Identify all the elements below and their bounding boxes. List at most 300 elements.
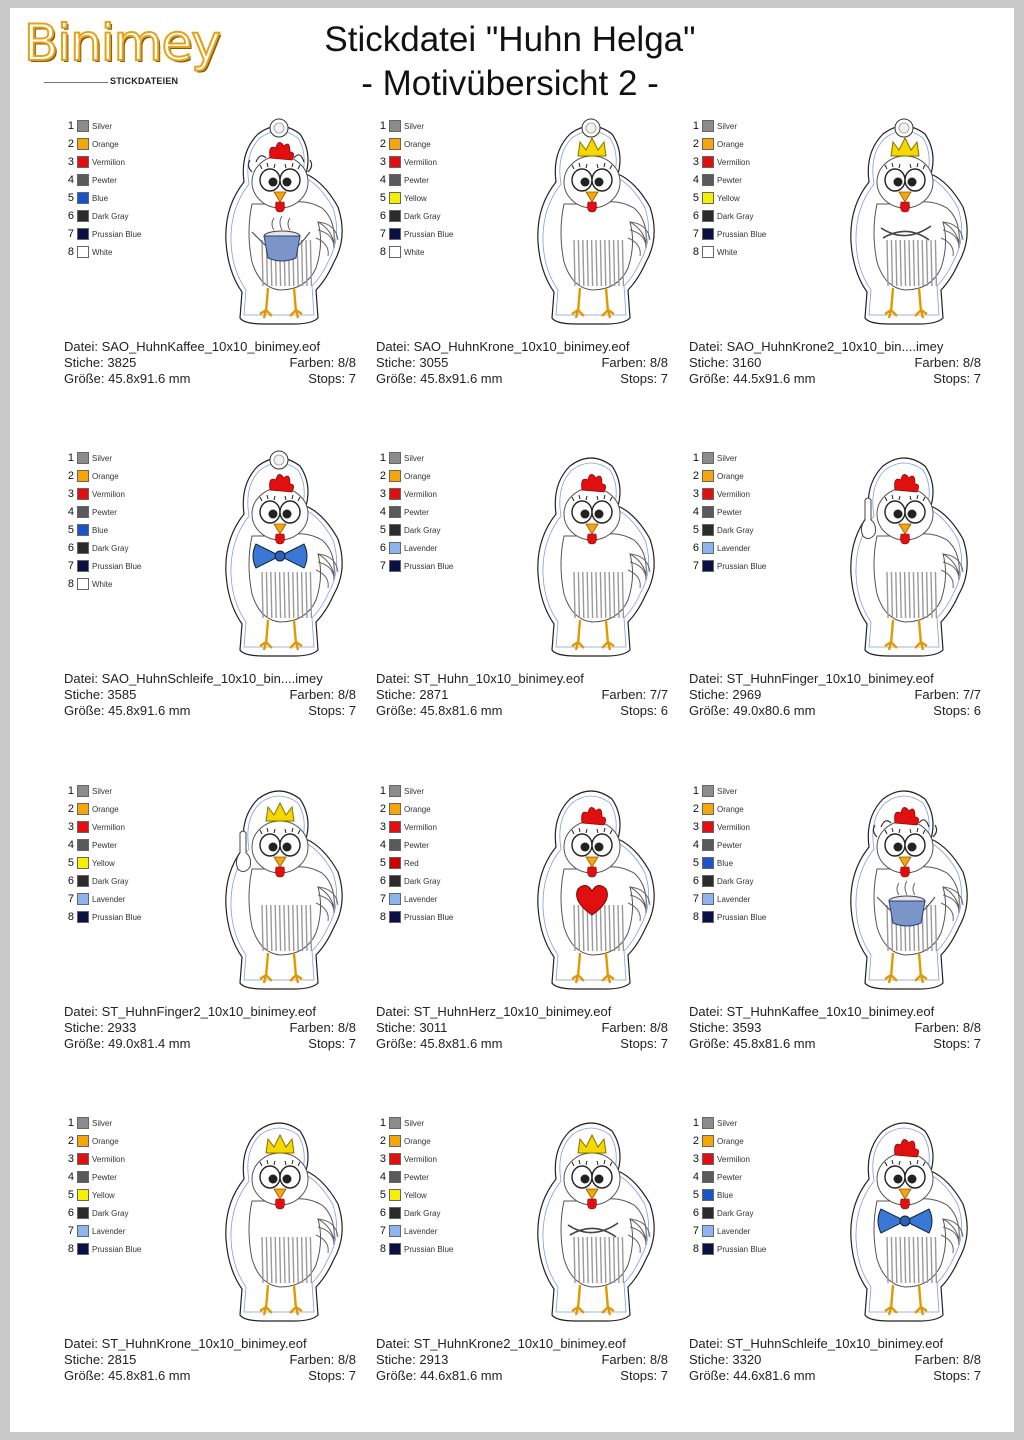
belly-stitch bbox=[262, 572, 263, 618]
belly-stitch bbox=[302, 905, 303, 951]
color-swatch bbox=[77, 246, 89, 258]
color-name: Yellow bbox=[404, 1191, 427, 1200]
color-name: Dark Gray bbox=[92, 544, 129, 553]
belly-stitch bbox=[592, 1237, 593, 1283]
motif-card bbox=[64, 783, 364, 1083]
file-name: ST_HuhnKrone_10x10_binimey.eof bbox=[101, 1336, 307, 1351]
belly-stitch bbox=[891, 572, 892, 618]
stitches-label: Stiche: bbox=[689, 1352, 729, 1367]
colors-label: Farben: bbox=[914, 1020, 960, 1035]
color-name: Blue bbox=[92, 526, 109, 535]
color-swatch bbox=[77, 452, 89, 464]
color-name: Lavender bbox=[404, 895, 438, 904]
file-label: Datei: bbox=[376, 671, 410, 686]
belly-stitch bbox=[266, 572, 267, 618]
legend-number: 8 bbox=[67, 578, 74, 590]
stops-count: 7 bbox=[973, 371, 981, 386]
legend-row bbox=[376, 1115, 496, 1133]
legend-row bbox=[64, 1205, 184, 1223]
pupil-left bbox=[269, 843, 278, 852]
legend-row bbox=[64, 1115, 184, 1133]
color-name: Dark Gray bbox=[92, 877, 129, 886]
pupil-right bbox=[283, 843, 292, 852]
color-name: Pewter bbox=[717, 176, 742, 185]
belly-stitch bbox=[900, 572, 901, 618]
legend-number: 8 bbox=[379, 1243, 386, 1255]
motif-card bbox=[689, 1115, 989, 1415]
legend-number: 2 bbox=[379, 1135, 386, 1147]
belly-stitch bbox=[614, 572, 615, 618]
legend-number: 1 bbox=[379, 1117, 386, 1129]
stitch-count: 2933 bbox=[107, 1020, 137, 1035]
motif-card bbox=[689, 450, 989, 750]
legend-row bbox=[376, 136, 496, 154]
color-swatch bbox=[702, 839, 714, 851]
color-swatch bbox=[77, 506, 89, 518]
file-info bbox=[64, 671, 356, 718]
color-name: Vermilion bbox=[404, 823, 437, 832]
color-swatch bbox=[77, 1153, 89, 1165]
color-count: 8/8 bbox=[337, 1352, 356, 1367]
file-label: Datei: bbox=[64, 1336, 98, 1351]
color-swatch bbox=[77, 857, 89, 869]
legend-number: 2 bbox=[67, 470, 74, 482]
size-label: Größe: bbox=[689, 1368, 730, 1383]
legend-number: 6 bbox=[379, 210, 386, 222]
color-swatch bbox=[77, 120, 89, 132]
belly-stitch bbox=[918, 240, 919, 286]
size-value: 45.8x91.6 mm bbox=[108, 371, 191, 386]
pupil-left bbox=[269, 178, 278, 187]
belly-stitch bbox=[609, 905, 610, 951]
legend-row bbox=[689, 1223, 809, 1241]
legend-number: 1 bbox=[692, 120, 699, 132]
legend-row bbox=[689, 522, 809, 540]
wattle bbox=[901, 867, 910, 877]
belly-stitch bbox=[302, 1237, 303, 1283]
color-name: Orange bbox=[717, 472, 744, 481]
color-name: Silver bbox=[717, 787, 738, 796]
pupil-right bbox=[908, 843, 917, 852]
legend-row bbox=[376, 226, 496, 244]
file-info bbox=[376, 339, 668, 386]
belly-stitch bbox=[887, 1237, 888, 1283]
cup bbox=[889, 901, 925, 926]
legend-row bbox=[689, 801, 809, 819]
legend-number: 7 bbox=[692, 228, 699, 240]
file-info bbox=[689, 1336, 981, 1383]
belly-stitch bbox=[592, 572, 593, 618]
color-name: Prussian Blue bbox=[717, 562, 767, 571]
belly-stitch bbox=[284, 1237, 285, 1283]
color-name: Silver bbox=[92, 122, 113, 131]
legend-row bbox=[689, 118, 809, 136]
legend-row bbox=[376, 783, 496, 801]
legend-number: 7 bbox=[379, 228, 386, 240]
color-count: 8/8 bbox=[649, 1020, 668, 1035]
color-swatch bbox=[702, 1225, 714, 1237]
color-count: 8/8 bbox=[337, 1020, 356, 1035]
legend-number: 6 bbox=[67, 542, 74, 554]
color-name: Pewter bbox=[717, 841, 742, 850]
belly-stitch bbox=[297, 905, 298, 951]
legend-row bbox=[689, 1241, 809, 1259]
file-name: ST_HuhnFinger2_10x10_binimey.eof bbox=[101, 1004, 316, 1019]
color-swatch bbox=[389, 156, 401, 168]
legend-number: 8 bbox=[692, 246, 699, 258]
legend-row bbox=[376, 1205, 496, 1223]
belly-stitch bbox=[927, 1237, 928, 1283]
belly-stitch bbox=[600, 905, 601, 951]
stops-count: 7 bbox=[660, 1368, 668, 1383]
legend-number: 6 bbox=[692, 210, 699, 222]
legend-number: 5 bbox=[379, 1189, 386, 1201]
belly-stitch bbox=[622, 1237, 623, 1283]
color-swatch bbox=[389, 488, 401, 500]
color-name: Dark Gray bbox=[717, 877, 754, 886]
pupil-left bbox=[581, 843, 590, 852]
color-name: Orange bbox=[717, 805, 744, 814]
color-swatch bbox=[389, 120, 401, 132]
belly-stitch bbox=[618, 572, 619, 618]
size-label: Größe: bbox=[689, 703, 730, 718]
legend-row bbox=[64, 172, 184, 190]
color-name: Vermilion bbox=[92, 158, 125, 167]
legend-row bbox=[689, 226, 809, 244]
legend-number: 2 bbox=[692, 803, 699, 815]
color-name: Yellow bbox=[717, 194, 740, 203]
belly-stitch bbox=[918, 572, 919, 618]
color-name: Dark Gray bbox=[404, 212, 441, 221]
wattle bbox=[276, 1199, 285, 1209]
legend-number: 5 bbox=[67, 857, 74, 869]
file-info bbox=[376, 1336, 668, 1383]
legend-number: 6 bbox=[67, 1207, 74, 1219]
color-name: Pewter bbox=[404, 1173, 429, 1182]
size-value: 44.6x81.6 mm bbox=[420, 1368, 503, 1383]
legend-row bbox=[689, 909, 809, 927]
wattle bbox=[901, 202, 910, 212]
legend-number: 8 bbox=[67, 1243, 74, 1255]
stops-count: 7 bbox=[348, 703, 356, 718]
size-value: 44.5x91.6 mm bbox=[733, 371, 816, 386]
color-name: Pewter bbox=[92, 841, 117, 850]
file-name: ST_HuhnHerz_10x10_binimey.eof bbox=[413, 1004, 612, 1019]
belly-stitch bbox=[896, 572, 897, 618]
legend-row bbox=[376, 837, 496, 855]
legend-row bbox=[64, 154, 184, 172]
pupil-right bbox=[283, 1175, 292, 1184]
legend-row bbox=[689, 190, 809, 208]
logo-subtitle: STICKDATEIEN bbox=[110, 76, 179, 86]
legend-number: 4 bbox=[67, 839, 74, 851]
legend-row bbox=[689, 837, 809, 855]
color-swatch bbox=[702, 542, 714, 554]
legend-row bbox=[64, 891, 184, 909]
legend-row bbox=[64, 1241, 184, 1259]
belly-stitch bbox=[262, 240, 263, 286]
belly-stitch bbox=[609, 240, 610, 286]
legend-row bbox=[376, 891, 496, 909]
motif-card bbox=[689, 118, 989, 418]
logo-divider bbox=[44, 82, 108, 83]
legend-number: 8 bbox=[692, 911, 699, 923]
color-legend bbox=[689, 450, 809, 576]
stitch-count: 3055 bbox=[419, 355, 449, 370]
color-swatch bbox=[389, 174, 401, 186]
legend-number: 2 bbox=[379, 803, 386, 815]
legend-number: 7 bbox=[67, 893, 74, 905]
pupil-right bbox=[908, 178, 917, 187]
color-name: Orange bbox=[717, 140, 744, 149]
stitches-label: Stiche: bbox=[376, 355, 416, 370]
legend-row bbox=[376, 118, 496, 136]
color-name: Dark Gray bbox=[717, 212, 754, 221]
belly-stitch bbox=[614, 240, 615, 286]
colors-label: Farben: bbox=[601, 1020, 647, 1035]
color-swatch bbox=[77, 156, 89, 168]
stitches-label: Stiche: bbox=[376, 1020, 416, 1035]
belly-stitch bbox=[927, 240, 928, 286]
belly-stitch bbox=[605, 240, 606, 286]
belly-stitch bbox=[596, 1237, 597, 1283]
legend-row bbox=[689, 819, 809, 837]
legend-number: 4 bbox=[692, 1171, 699, 1183]
belly-stitch bbox=[275, 1237, 276, 1283]
legend-row bbox=[689, 208, 809, 226]
file-label: Datei: bbox=[689, 339, 723, 354]
color-name: Prussian Blue bbox=[717, 1245, 767, 1254]
color-swatch bbox=[702, 1243, 714, 1255]
color-name: Pewter bbox=[404, 508, 429, 517]
file-name: SAO_HuhnKrone_10x10_binimey.eof bbox=[413, 339, 630, 354]
color-name: Orange bbox=[717, 1137, 744, 1146]
file-label: Datei: bbox=[64, 671, 98, 686]
color-swatch bbox=[702, 1117, 714, 1129]
stitch-count: 3320 bbox=[732, 1352, 762, 1367]
belly-stitch bbox=[578, 572, 579, 618]
stitch-count: 3160 bbox=[732, 355, 762, 370]
legend-number: 7 bbox=[692, 893, 699, 905]
pupil-left bbox=[894, 1175, 903, 1184]
belly-stitch bbox=[900, 240, 901, 286]
legend-row bbox=[64, 504, 184, 522]
color-legend bbox=[689, 1115, 809, 1259]
legend-number: 1 bbox=[692, 1117, 699, 1129]
legend-number: 2 bbox=[67, 1135, 74, 1147]
legend-row bbox=[64, 450, 184, 468]
legend-row bbox=[376, 801, 496, 819]
color-swatch bbox=[702, 452, 714, 464]
file-info bbox=[689, 671, 981, 718]
color-swatch bbox=[702, 893, 714, 905]
motif-card bbox=[376, 1115, 676, 1415]
chicken-motif bbox=[194, 112, 364, 332]
pupil-left bbox=[894, 843, 903, 852]
legend-number: 5 bbox=[67, 192, 74, 204]
chicken-motif bbox=[819, 444, 989, 664]
legend-row bbox=[64, 522, 184, 540]
belly-stitch bbox=[909, 240, 910, 286]
logo bbox=[24, 14, 220, 92]
legend-row bbox=[376, 1223, 496, 1241]
legend-number: 2 bbox=[67, 138, 74, 150]
color-legend bbox=[64, 450, 184, 594]
color-name: Lavender bbox=[92, 1227, 126, 1236]
belly-stitch bbox=[935, 240, 936, 286]
page-subtitle: - Motivübersicht 2 - bbox=[361, 64, 659, 103]
belly-stitch bbox=[909, 572, 910, 618]
legend-row bbox=[64, 468, 184, 486]
color-swatch bbox=[77, 174, 89, 186]
belly-stitch bbox=[280, 1237, 281, 1283]
belly-stitch bbox=[583, 240, 584, 286]
color-swatch bbox=[77, 192, 89, 204]
belly-stitch bbox=[900, 1237, 901, 1283]
legend-row bbox=[689, 1169, 809, 1187]
legend-number: 4 bbox=[379, 1171, 386, 1183]
color-name: Silver bbox=[404, 1119, 425, 1128]
legend-number: 3 bbox=[692, 1153, 699, 1165]
belly-stitch bbox=[935, 905, 936, 951]
belly-stitch bbox=[927, 905, 928, 951]
belly-stitch bbox=[302, 240, 303, 286]
color-name: Pewter bbox=[92, 508, 117, 517]
legend-number: 2 bbox=[379, 470, 386, 482]
legend-number: 5 bbox=[692, 192, 699, 204]
belly-stitch bbox=[280, 572, 281, 618]
legend-number: 6 bbox=[379, 542, 386, 554]
belly-stitch bbox=[310, 1237, 311, 1283]
colors-label: Farben: bbox=[289, 1020, 335, 1035]
color-count: 7/7 bbox=[962, 687, 981, 702]
file-name: SAO_HuhnKrone2_10x10_bin....imey bbox=[726, 339, 944, 354]
pupil-left bbox=[581, 178, 590, 187]
legend-row bbox=[376, 819, 496, 837]
belly-stitch bbox=[266, 905, 267, 951]
belly-stitch bbox=[905, 1237, 906, 1283]
belly-stitch bbox=[587, 1237, 588, 1283]
color-swatch bbox=[702, 911, 714, 923]
chicken-motif bbox=[194, 1109, 364, 1329]
legend-number: 1 bbox=[67, 1117, 74, 1129]
color-swatch bbox=[702, 875, 714, 887]
stops-count: 7 bbox=[660, 371, 668, 386]
stops-label: Stops: bbox=[620, 1036, 658, 1051]
color-count: 8/8 bbox=[337, 355, 356, 370]
page-title: Stickdatei "Huhn Helga" bbox=[324, 20, 696, 59]
color-name: Silver bbox=[717, 122, 738, 131]
belly-stitch bbox=[310, 905, 311, 951]
legend-number: 1 bbox=[379, 785, 386, 797]
file-info bbox=[376, 1004, 668, 1051]
color-swatch bbox=[389, 839, 401, 851]
color-swatch bbox=[702, 174, 714, 186]
color-name: Lavender bbox=[92, 895, 126, 904]
color-swatch bbox=[702, 1189, 714, 1201]
color-swatch bbox=[389, 228, 401, 240]
color-swatch bbox=[389, 210, 401, 222]
motif-card bbox=[689, 783, 989, 1083]
legend-number: 3 bbox=[67, 821, 74, 833]
color-swatch bbox=[389, 542, 401, 554]
color-name: Vermilion bbox=[92, 823, 125, 832]
legend-row bbox=[376, 244, 496, 262]
color-name: White bbox=[92, 248, 113, 257]
stops-label: Stops: bbox=[620, 371, 658, 386]
stitch-count: 2815 bbox=[107, 1352, 137, 1367]
legend-number: 1 bbox=[379, 452, 386, 464]
legend-row bbox=[64, 540, 184, 558]
stitch-count: 2913 bbox=[419, 1352, 449, 1367]
pupil-right bbox=[908, 510, 917, 519]
belly-stitch bbox=[618, 905, 619, 951]
legend-row bbox=[376, 190, 496, 208]
legend-number: 8 bbox=[692, 1243, 699, 1255]
stitches-label: Stiche: bbox=[376, 687, 416, 702]
legend-number: 7 bbox=[692, 1225, 699, 1237]
legend-number: 6 bbox=[379, 1207, 386, 1219]
legend-number: 8 bbox=[379, 911, 386, 923]
belly-stitch bbox=[275, 905, 276, 951]
belly-stitch bbox=[931, 240, 932, 286]
belly-stitch bbox=[596, 240, 597, 286]
color-name: Vermilion bbox=[404, 158, 437, 167]
color-swatch bbox=[389, 506, 401, 518]
stitch-count: 3593 bbox=[732, 1020, 762, 1035]
color-name: Prussian Blue bbox=[92, 230, 142, 239]
legend-number: 4 bbox=[692, 506, 699, 518]
file-label: Datei: bbox=[376, 1336, 410, 1351]
size-value: 45.8x81.6 mm bbox=[108, 1368, 191, 1383]
pupil-right bbox=[595, 510, 604, 519]
chicken-motif bbox=[506, 1109, 676, 1329]
motif-card bbox=[376, 450, 676, 750]
file-label: Datei: bbox=[376, 1004, 410, 1019]
belly-stitch bbox=[609, 572, 610, 618]
color-swatch bbox=[702, 821, 714, 833]
legend-row bbox=[689, 244, 809, 262]
legend-row bbox=[689, 540, 809, 558]
color-swatch bbox=[702, 1153, 714, 1165]
wattle bbox=[588, 534, 597, 544]
color-swatch bbox=[77, 488, 89, 500]
size-label: Größe: bbox=[376, 1368, 417, 1383]
color-name: Red bbox=[404, 859, 419, 868]
color-name: Yellow bbox=[404, 194, 427, 203]
color-swatch bbox=[77, 1135, 89, 1147]
color-swatch bbox=[389, 524, 401, 536]
tag-hole-inner bbox=[274, 123, 284, 133]
color-name: Dark Gray bbox=[404, 526, 441, 535]
color-swatch bbox=[77, 524, 89, 536]
color-swatch bbox=[389, 875, 401, 887]
color-legend bbox=[376, 783, 496, 927]
pupil-right bbox=[283, 178, 292, 187]
belly-stitch bbox=[896, 240, 897, 286]
legend-row bbox=[376, 208, 496, 226]
file-info bbox=[376, 671, 668, 718]
legend-number: 5 bbox=[67, 524, 74, 536]
color-name: Lavender bbox=[404, 1227, 438, 1236]
size-value: 45.8x91.6 mm bbox=[420, 371, 503, 386]
legend-number: 5 bbox=[379, 524, 386, 536]
color-swatch bbox=[389, 452, 401, 464]
size-value: 45.8x81.6 mm bbox=[733, 1036, 816, 1051]
color-swatch bbox=[389, 192, 401, 204]
size-label: Größe: bbox=[689, 371, 730, 386]
color-name: Lavender bbox=[717, 1227, 751, 1236]
